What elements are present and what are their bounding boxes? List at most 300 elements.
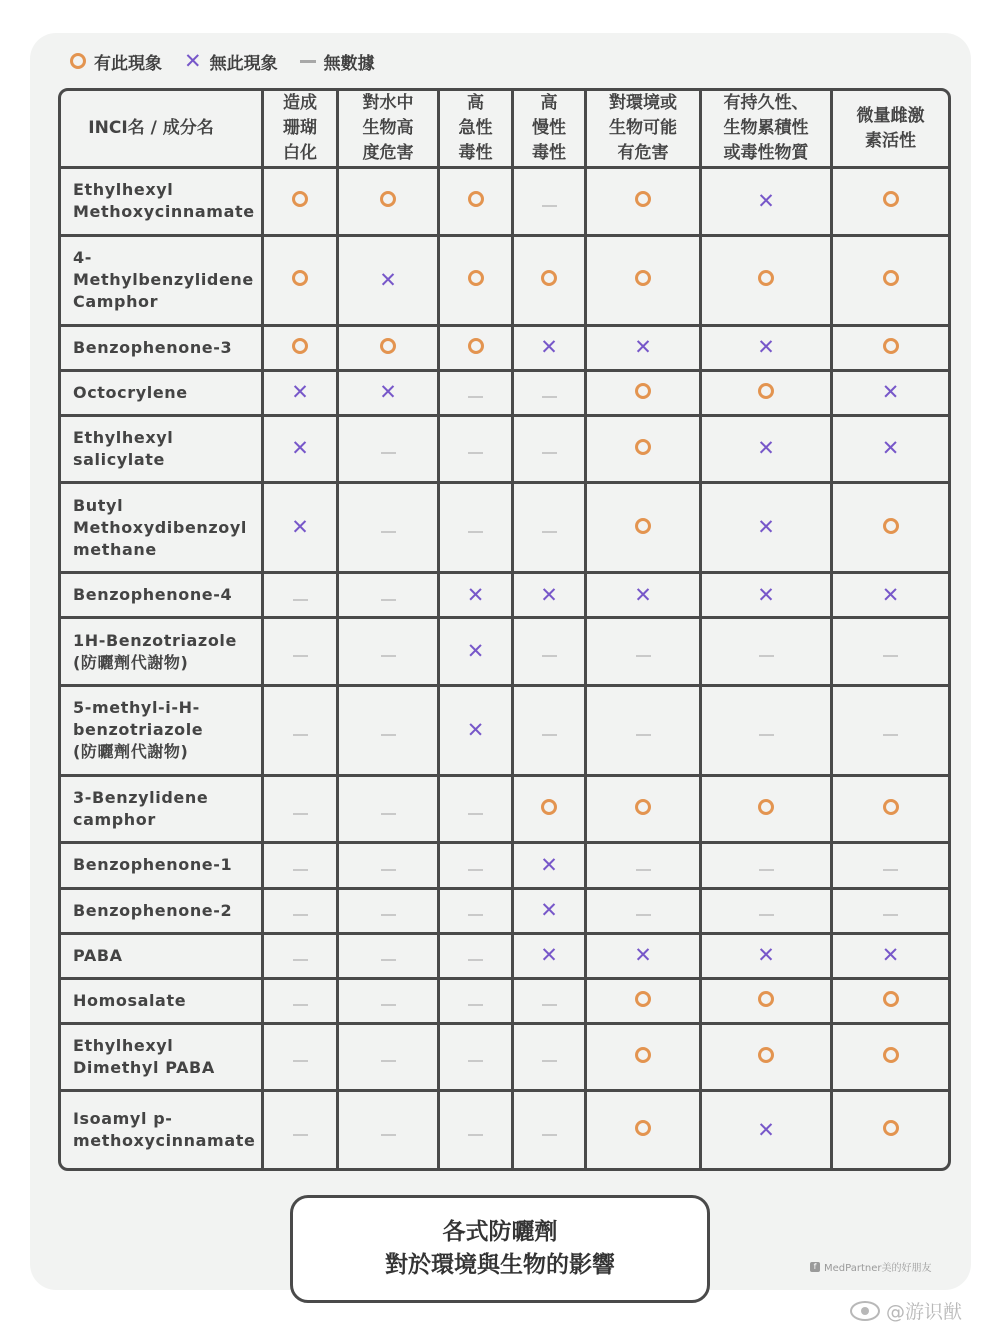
dash-icon bbox=[883, 914, 898, 916]
table-cell bbox=[702, 1092, 833, 1168]
table-cell bbox=[587, 687, 702, 777]
dash-icon bbox=[468, 531, 483, 533]
dash-icon bbox=[293, 869, 308, 871]
ingredient-name bbox=[61, 237, 264, 327]
column-header-line: 急性 bbox=[458, 118, 493, 138]
cross-icon: ✕ bbox=[881, 380, 900, 405]
table-cell bbox=[339, 574, 440, 619]
dash-icon bbox=[293, 1134, 308, 1136]
dash-icon bbox=[293, 655, 308, 657]
ingredient-name-line: Camphor bbox=[73, 292, 159, 312]
ingredient-name-line: Benzophenone-3 bbox=[73, 337, 233, 357]
table-cell bbox=[339, 169, 440, 237]
circle-icon bbox=[883, 338, 899, 354]
cross-icon: ✕ bbox=[881, 943, 900, 968]
table-cell bbox=[339, 935, 440, 980]
column-header-line: 白化 bbox=[283, 143, 317, 163]
circle-icon bbox=[758, 270, 774, 286]
ingredient-name bbox=[61, 417, 264, 485]
table-row bbox=[61, 237, 948, 327]
cross-icon: ✕ bbox=[291, 515, 309, 540]
ingredient-name bbox=[61, 484, 264, 574]
ingredient-name-line: Methoxydibenzoyl bbox=[73, 517, 248, 537]
cross-icon: ✕ bbox=[466, 582, 485, 607]
table-cell bbox=[264, 372, 339, 417]
table-cell bbox=[833, 935, 948, 980]
dash-icon bbox=[381, 655, 396, 657]
table-cell bbox=[514, 327, 587, 372]
dash-icon bbox=[468, 914, 483, 916]
table-cell bbox=[339, 372, 440, 417]
cross-icon: ✕ bbox=[757, 582, 775, 607]
table-cell bbox=[264, 619, 339, 687]
table-cell bbox=[440, 619, 514, 687]
credit-text: MedPartner美的好朋友 bbox=[824, 1263, 932, 1274]
table-cell bbox=[339, 980, 440, 1025]
table-body bbox=[61, 169, 948, 1168]
cross-icon: ✕ bbox=[540, 335, 558, 360]
dash-icon bbox=[293, 813, 308, 815]
table-cell bbox=[440, 687, 514, 777]
table-cell bbox=[702, 619, 833, 687]
dash-icon bbox=[468, 396, 483, 398]
table-cell bbox=[339, 327, 440, 372]
ingredient-name-line: Methylbenzylidene bbox=[73, 270, 254, 290]
table-cell bbox=[264, 890, 339, 935]
cross-icon: ✕ bbox=[757, 335, 775, 360]
table-cell bbox=[587, 980, 702, 1025]
column-header-line: 生物累積性 bbox=[723, 118, 809, 138]
dash-icon bbox=[468, 813, 483, 815]
table-cell bbox=[440, 935, 514, 980]
table-row bbox=[61, 372, 948, 417]
table-cell bbox=[264, 1092, 339, 1168]
ingredient-name-line: PABA bbox=[73, 945, 123, 965]
dash-icon bbox=[883, 869, 898, 871]
circle-icon bbox=[292, 270, 308, 286]
dash-icon bbox=[636, 655, 651, 657]
ingredient-name-line: camphor bbox=[73, 810, 156, 830]
table-cell bbox=[587, 237, 702, 327]
table-row bbox=[61, 1092, 948, 1168]
ingredient-name-line: benzotriazole bbox=[73, 720, 204, 740]
column-header-line: 對環境或 bbox=[609, 93, 677, 113]
table-cell bbox=[514, 484, 587, 574]
dash-icon bbox=[381, 914, 396, 916]
circle-icon bbox=[883, 270, 899, 286]
table-cell bbox=[264, 1025, 339, 1093]
ingredient-name bbox=[61, 327, 264, 372]
table-row bbox=[61, 484, 948, 574]
ingredient-name-line: Octocrylene bbox=[73, 382, 188, 402]
dash-icon bbox=[293, 914, 308, 916]
dash-icon bbox=[883, 734, 898, 736]
column-header-line: 有持久性、 bbox=[723, 93, 809, 113]
table-cell bbox=[264, 169, 339, 237]
ingredient-name bbox=[61, 844, 264, 889]
table-cell bbox=[514, 372, 587, 417]
table-cell bbox=[587, 1092, 702, 1168]
dash-icon bbox=[381, 1134, 396, 1136]
table-cell bbox=[587, 484, 702, 574]
table-cell bbox=[440, 777, 514, 845]
cross-icon: ✕ bbox=[757, 188, 775, 213]
table-cell bbox=[264, 417, 339, 485]
dash-icon bbox=[468, 869, 483, 871]
table-cell bbox=[264, 935, 339, 980]
table-cell bbox=[514, 1025, 587, 1093]
table-cell bbox=[440, 890, 514, 935]
cross-icon: ✕ bbox=[291, 380, 309, 405]
dash-icon bbox=[542, 396, 557, 398]
dash-icon bbox=[293, 1060, 308, 1062]
circle-icon bbox=[541, 270, 557, 286]
table-cell bbox=[702, 777, 833, 845]
dash-icon bbox=[300, 60, 316, 63]
circle-icon bbox=[380, 338, 396, 354]
table-cell bbox=[339, 237, 440, 327]
dash-icon bbox=[542, 734, 557, 736]
column-header-line: 珊瑚 bbox=[283, 118, 317, 138]
dash-icon bbox=[468, 452, 483, 454]
table-cell bbox=[587, 935, 702, 980]
cross-icon: ✕ bbox=[881, 436, 900, 461]
table-cell bbox=[702, 237, 833, 327]
table-row bbox=[61, 574, 948, 619]
legend-item bbox=[184, 49, 278, 74]
ingredient-name bbox=[61, 777, 264, 845]
dash-icon bbox=[293, 959, 308, 961]
circle-icon bbox=[468, 270, 484, 286]
circle-icon bbox=[635, 191, 651, 207]
dash-icon bbox=[381, 599, 396, 601]
ingredient-name-line: Homosalate bbox=[73, 990, 187, 1010]
circle-icon bbox=[468, 338, 484, 354]
column-header bbox=[702, 91, 833, 169]
circle-icon bbox=[883, 191, 899, 207]
facebook-icon: f bbox=[810, 1262, 820, 1272]
table-cell bbox=[440, 980, 514, 1025]
table-cell bbox=[702, 844, 833, 889]
table-cell bbox=[264, 844, 339, 889]
ingredient-name bbox=[61, 574, 264, 619]
circle-icon bbox=[758, 799, 774, 815]
table-cell bbox=[514, 574, 587, 619]
table-cell bbox=[833, 574, 948, 619]
table-cell bbox=[514, 935, 587, 980]
column-header-line: 度危害 bbox=[362, 143, 414, 163]
column-header-line: 高 bbox=[467, 93, 484, 113]
title-line-2: 對於環境與生物的影響 bbox=[385, 1252, 615, 1278]
ingredient-name-line: methoxycinnamate bbox=[73, 1131, 256, 1151]
ingredient-name-line: methane bbox=[73, 539, 157, 559]
dash-icon bbox=[759, 914, 774, 916]
dash-icon bbox=[468, 1134, 483, 1136]
circle-icon bbox=[70, 53, 86, 69]
table-cell bbox=[702, 574, 833, 619]
dash-icon bbox=[883, 655, 898, 657]
ingredient-name bbox=[61, 169, 264, 237]
table-cell bbox=[587, 417, 702, 485]
dash-icon bbox=[381, 1004, 396, 1006]
ingredient-name bbox=[61, 372, 264, 417]
cross-icon: ✕ bbox=[540, 582, 558, 607]
watermark bbox=[850, 1297, 962, 1324]
cross-icon: ✕ bbox=[540, 943, 558, 968]
column-header bbox=[587, 91, 702, 169]
ingredient-name bbox=[61, 980, 264, 1025]
cross-icon: ✕ bbox=[757, 436, 775, 461]
column-header-line: 毒性 bbox=[458, 143, 493, 163]
ingredient-name bbox=[61, 1092, 264, 1168]
weibo-icon bbox=[850, 1301, 880, 1321]
table-cell bbox=[702, 484, 833, 574]
dash-icon bbox=[542, 1004, 557, 1006]
table-cell bbox=[514, 980, 587, 1025]
table-row bbox=[61, 417, 948, 485]
circle-icon bbox=[883, 518, 899, 534]
table-row bbox=[61, 327, 948, 372]
table-cell bbox=[440, 574, 514, 619]
circle-icon bbox=[635, 1047, 651, 1063]
ingredient-name-line: Dimethyl PABA bbox=[73, 1057, 215, 1077]
circle-icon bbox=[758, 991, 774, 1007]
cross-icon: ✕ bbox=[757, 1117, 775, 1142]
table-cell bbox=[702, 372, 833, 417]
table-cell bbox=[587, 777, 702, 845]
table-cell bbox=[440, 1025, 514, 1093]
legend-item bbox=[70, 49, 162, 74]
dash-icon bbox=[542, 205, 557, 207]
dash-icon bbox=[468, 1004, 483, 1006]
column-header-line: 對水中 bbox=[362, 93, 414, 113]
table-cell bbox=[587, 844, 702, 889]
table-cell bbox=[833, 980, 948, 1025]
table-cell bbox=[440, 417, 514, 485]
column-header bbox=[339, 91, 440, 169]
cross-icon: ✕ bbox=[184, 48, 202, 73]
ingredient-name-line: Ethylhexyl bbox=[73, 1035, 174, 1055]
column-header bbox=[440, 91, 514, 169]
table-cell bbox=[264, 777, 339, 845]
ingredient-name-line: Isoamyl p- bbox=[73, 1109, 173, 1129]
ingredient-name-line: (防曬劑代謝物) bbox=[73, 742, 189, 762]
table-cell bbox=[339, 777, 440, 845]
ingredient-name-line: (防曬劑代謝物) bbox=[73, 652, 189, 672]
table-row bbox=[61, 935, 948, 980]
column-header-line: 生物高 bbox=[362, 118, 414, 138]
column-header-line: 有危害 bbox=[617, 143, 669, 163]
column-header-line: 慢性 bbox=[532, 118, 566, 138]
table-cell bbox=[339, 484, 440, 574]
cross-icon: ✕ bbox=[291, 436, 309, 461]
dash-icon bbox=[381, 959, 396, 961]
table-cell bbox=[264, 327, 339, 372]
cross-icon: ✕ bbox=[757, 515, 775, 540]
table-cell bbox=[833, 237, 948, 327]
dash-icon bbox=[759, 869, 774, 871]
table-cell bbox=[339, 687, 440, 777]
ingredient-name-line: salicylate bbox=[73, 449, 165, 469]
legend-label: 無此現象 bbox=[209, 53, 278, 74]
table-cell bbox=[833, 1025, 948, 1093]
table-cell bbox=[587, 890, 702, 935]
circle-icon bbox=[380, 191, 396, 207]
column-header-line: 素活性 bbox=[865, 130, 916, 151]
table-cell bbox=[587, 619, 702, 687]
table-row bbox=[61, 777, 948, 845]
credit bbox=[810, 1259, 931, 1274]
ingredient-name bbox=[61, 619, 264, 687]
dash-icon bbox=[542, 452, 557, 454]
title-line-1: 各式防曬劑 bbox=[442, 1219, 558, 1245]
cross-icon: ✕ bbox=[634, 335, 652, 360]
table-cell bbox=[833, 1092, 948, 1168]
table-cell bbox=[833, 372, 948, 417]
cross-icon: ✕ bbox=[540, 852, 558, 877]
dash-icon bbox=[542, 531, 557, 533]
dash-icon bbox=[381, 1060, 396, 1062]
ingredient-name-line: Benzophenone-1 bbox=[73, 855, 233, 875]
dash-icon bbox=[636, 914, 651, 916]
table-row bbox=[61, 619, 948, 687]
circle-icon bbox=[883, 799, 899, 815]
dash-icon bbox=[542, 1134, 557, 1136]
table-cell bbox=[702, 169, 833, 237]
dash-icon bbox=[381, 452, 396, 454]
ingredient-name-line: Butyl bbox=[73, 495, 124, 515]
legend-item bbox=[300, 49, 375, 74]
table-cell bbox=[587, 169, 702, 237]
table-cell bbox=[440, 484, 514, 574]
ingredient-name bbox=[61, 1025, 264, 1093]
table-cell bbox=[833, 890, 948, 935]
dash-icon bbox=[293, 1004, 308, 1006]
column-header-line: 高 bbox=[540, 93, 558, 113]
table-cell bbox=[702, 327, 833, 372]
table-cell bbox=[440, 237, 514, 327]
table-cell bbox=[514, 844, 587, 889]
cross-icon: ✕ bbox=[540, 898, 558, 923]
table-cell bbox=[514, 777, 587, 845]
cross-icon: ✕ bbox=[379, 380, 397, 405]
circle-icon bbox=[292, 191, 308, 207]
circle-icon bbox=[635, 518, 651, 534]
column-header-line: 毒性 bbox=[532, 143, 566, 163]
column-header-line: 微量雌激 bbox=[856, 105, 925, 126]
table-cell bbox=[833, 169, 948, 237]
ingredient-name-line: Ethylhexyl bbox=[73, 427, 174, 447]
table-cell bbox=[440, 844, 514, 889]
table-header-row bbox=[61, 91, 948, 169]
table-cell bbox=[833, 327, 948, 372]
table-cell bbox=[514, 890, 587, 935]
circle-icon bbox=[883, 1120, 899, 1136]
table-cell bbox=[339, 619, 440, 687]
circle-icon bbox=[883, 991, 899, 1007]
dash-icon bbox=[381, 813, 396, 815]
cross-icon: ✕ bbox=[379, 267, 397, 292]
chart-title-box bbox=[290, 1195, 710, 1303]
table-cell bbox=[587, 327, 702, 372]
cross-icon: ✕ bbox=[634, 943, 652, 968]
table-row bbox=[61, 1025, 948, 1093]
circle-icon bbox=[758, 383, 774, 399]
ingredient-name-line: 4- bbox=[73, 248, 92, 268]
table-cell bbox=[264, 484, 339, 574]
dash-icon bbox=[381, 869, 396, 871]
sunscreen-effects-table bbox=[58, 88, 951, 1171]
ingredient-name bbox=[61, 687, 264, 777]
table-cell bbox=[339, 1092, 440, 1168]
dash-icon bbox=[381, 734, 396, 736]
table-cell bbox=[440, 327, 514, 372]
circle-icon bbox=[758, 1047, 774, 1063]
ingredient-name-line: Benzophenone-2 bbox=[73, 900, 233, 920]
circle-icon bbox=[541, 799, 557, 815]
cross-icon: ✕ bbox=[757, 943, 775, 968]
table-cell bbox=[514, 687, 587, 777]
column-header bbox=[833, 91, 948, 169]
legend-label: 有此現象 bbox=[94, 53, 162, 74]
table-cell bbox=[339, 1025, 440, 1093]
table-row bbox=[61, 687, 948, 777]
dash-icon bbox=[293, 734, 308, 736]
table-cell bbox=[440, 372, 514, 417]
table-cell bbox=[339, 844, 440, 889]
table-cell bbox=[833, 687, 948, 777]
watermark-text: @游识猷 bbox=[886, 1301, 963, 1323]
table-cell bbox=[514, 417, 587, 485]
table-cell bbox=[514, 169, 587, 237]
table-cell bbox=[514, 619, 587, 687]
table-row bbox=[61, 890, 948, 935]
table-row bbox=[61, 980, 948, 1025]
ingredient-name bbox=[61, 935, 264, 980]
column-header-line: 造成 bbox=[283, 93, 317, 113]
dash-icon bbox=[468, 959, 483, 961]
table-cell bbox=[440, 1092, 514, 1168]
dash-icon bbox=[542, 1060, 557, 1062]
table-cell bbox=[702, 1025, 833, 1093]
ingredient-name-line: Benzophenone-4 bbox=[73, 585, 233, 605]
circle-icon bbox=[635, 439, 651, 455]
table-cell bbox=[833, 619, 948, 687]
circle-icon bbox=[635, 383, 651, 399]
dash-icon bbox=[636, 734, 651, 736]
circle-icon bbox=[468, 191, 484, 207]
table-cell bbox=[833, 777, 948, 845]
table-cell bbox=[440, 169, 514, 237]
table-cell bbox=[339, 890, 440, 935]
cross-icon: ✕ bbox=[634, 582, 652, 607]
table-cell bbox=[587, 372, 702, 417]
table-cell bbox=[833, 484, 948, 574]
table-cell bbox=[702, 417, 833, 485]
table-cell bbox=[833, 844, 948, 889]
table-cell bbox=[702, 890, 833, 935]
circle-icon bbox=[635, 991, 651, 1007]
ingredient-name bbox=[61, 890, 264, 935]
table-row bbox=[61, 844, 948, 889]
table-cell bbox=[587, 1025, 702, 1093]
cross-icon: ✕ bbox=[466, 639, 485, 664]
legend-label: 無數據 bbox=[323, 53, 375, 74]
dash-icon bbox=[542, 655, 557, 657]
table-cell bbox=[833, 417, 948, 485]
ingredient-name-line: 3-Benzylidene bbox=[73, 788, 209, 808]
circle-icon bbox=[635, 799, 651, 815]
